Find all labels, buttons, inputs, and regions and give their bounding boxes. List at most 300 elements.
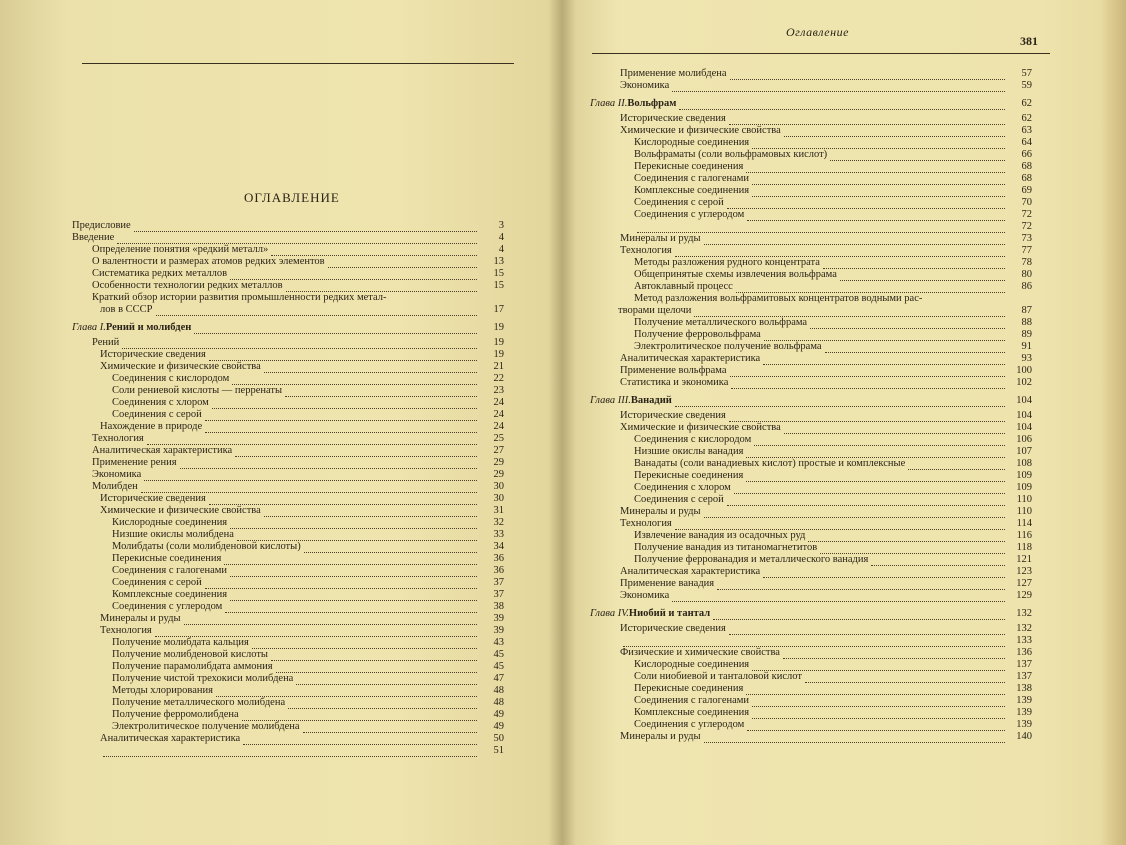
dot-leader [209,495,477,505]
chapter-label: Глава II. [590,98,628,109]
toc-entry [72,220,504,232]
toc-entry-title: Ванадий [630,395,672,406]
toc-entry-title: Исторические сведения [100,493,206,504]
toc-entry-title: Соединения с кислородом [634,434,752,445]
toc-entry-title: Химические и физические свойства [620,125,781,136]
dot-leader [230,519,477,529]
toc-page-ref: 49 [493,709,504,720]
dot-leader [232,375,477,385]
toc-entry-title: Технология [620,245,672,256]
toc-entry [590,647,1032,659]
toc-page-ref: 123 [1016,566,1032,577]
toc-page-ref: 25 [493,433,504,444]
toc-entry [590,80,1032,92]
toc-entry [72,280,504,292]
toc-page-ref: 136 [1016,647,1032,658]
toc-page-ref: 32 [493,517,504,528]
toc-entry [72,433,504,445]
toc-entry-title: Применение рения [92,457,177,468]
toc-entry-title: Экономика [92,469,142,480]
toc-entry [590,671,1032,683]
toc-entry-title: лов в СССР [100,304,153,315]
toc-entry-title: Молибден [92,481,138,492]
toc-entry [590,506,1032,518]
toc-page-ref: 68 [1021,161,1032,172]
toc-entry [590,458,1032,470]
dot-leader [235,447,477,457]
dot-leader [672,82,1005,92]
toc-page-ref: 72 [1021,209,1032,220]
toc-entry-title: Комплексные соединения [634,185,750,196]
toc-page-ref: 104 [1016,395,1032,406]
toc-entry-title: Рений [92,337,120,348]
dot-leader [122,339,477,349]
dot-leader [328,258,477,268]
dot-leader [623,637,1005,647]
dot-leader [808,532,1005,542]
toc-entry [72,733,504,745]
toc-entry-title: Перекисные соединения [634,683,744,694]
toc-entry-title: О валентности и размерах атомов редких элементов [92,256,325,267]
toc-entry-title: Соли ниобиевой и танталовой кислот [634,671,802,682]
dot-leader [840,271,1005,281]
toc-entry-title: Низшие окислы молибдена [112,529,234,540]
dot-leader [713,610,1005,620]
dot-leader [704,235,1006,245]
toc-entry-title: Получение парамолибдата аммония [112,661,273,672]
toc-entry [72,361,504,373]
toc-entry-title: Минералы и руды [620,506,701,517]
toc-entry [72,232,504,244]
toc-page-ref: 129 [1016,590,1032,601]
dot-leader [205,411,477,421]
toc-page-ref: 15 [493,268,504,279]
toc-chapter-entry [590,608,1032,620]
toc-page-ref: 77 [1021,245,1032,256]
toc-entry-title: Применение ванадия [620,578,715,589]
toc-page-ref: 93 [1021,353,1032,364]
toc-entry-title: Аналитическая характеристика [620,566,761,577]
toc-entry-title: Нахождение в природе [100,421,203,432]
dot-leader [205,579,477,589]
dot-leader [763,355,1005,365]
toc-page-ref: 68 [1021,173,1032,184]
toc-page-ref: 110 [1016,494,1032,505]
toc-page-ref: 3 [498,220,504,231]
toc-entry-title: Статистика и экономика [620,377,729,388]
toc-entry [590,518,1032,530]
toc-entry [590,221,1032,233]
toc-page-ref: 127 [1016,578,1032,589]
dot-leader [752,709,1005,719]
toc-page-ref: 57 [1021,68,1032,79]
toc-entry-title: Соединения с углеродом [634,719,745,730]
toc-entry [72,685,504,697]
toc-page-ref: 24 [493,409,504,420]
dot-leader [823,259,1005,269]
dot-leader [286,282,477,292]
header-rule-left [82,63,514,64]
dot-leader [754,436,1005,446]
toc-entry-title: Минералы и руды [620,731,701,742]
dot-leader [704,733,1006,743]
dot-leader [288,699,477,709]
toc-entry-title: Методы хлорирования [112,685,213,696]
dot-leader [820,544,1005,554]
toc-entry-title: Перекисные соединения [112,553,222,564]
toc-entry-title: Методы разложения рудного концентрата [634,257,820,268]
toc-page-ref: 29 [493,469,504,480]
toc-entry [590,707,1032,719]
toc-page-ref: 63 [1021,125,1032,136]
toc-entry-title: Введение [72,232,115,243]
toc-entry [72,292,504,304]
toc-entry-title: творами щелочи [618,305,692,316]
toc-entry [72,517,504,529]
toc-page-ref: 104 [1016,410,1032,421]
toc-entry-title: Кислородные соединения [634,137,750,148]
toc-page-ref: 91 [1021,341,1032,352]
toc-entry [72,256,504,268]
dot-leader [746,472,1005,482]
toc-page-ref: 121 [1016,554,1032,565]
toc-entry [590,695,1032,707]
toc-entry [590,470,1032,482]
toc-page-ref: 87 [1021,305,1032,316]
toc-entry-title: Применение молибдена [620,68,727,79]
toc-entry-title: Технология [100,625,152,636]
toc-entry-title: Экономика [620,590,670,601]
dot-leader [243,735,477,745]
page-edge [1100,0,1126,845]
chapter-label: Глава III. [590,395,631,406]
toc-entry-title: Соединения с углеродом [112,601,223,612]
dot-leader [675,397,1005,407]
toc-page-ref: 116 [1016,530,1032,541]
left-page [0,0,562,845]
toc-entry [590,659,1032,671]
toc-entry [72,421,504,433]
dot-leader [216,687,477,697]
toc-entry [72,577,504,589]
toc-page-ref: 140 [1016,731,1032,742]
toc-list-right [590,68,1032,743]
toc-entry [72,469,504,481]
toc-entry-title: Особенности технологии редких металлов [92,280,283,291]
dot-leader [746,685,1005,695]
toc-page-ref: 109 [1016,470,1032,481]
toc-entry [590,482,1032,494]
toc-entry-title: Соединения с серой [112,409,202,420]
toc-entry [72,493,504,505]
toc-entry [72,244,504,256]
toc-page-ref: 109 [1016,482,1032,493]
dot-leader [747,211,1005,221]
toc-entry-title: Технология [620,518,672,529]
toc-entry [590,578,1032,590]
toc-entry [590,590,1032,602]
toc-entry [590,329,1032,341]
toc-entry-title: Общепринятые схемы извлечения вольфрама [634,269,837,280]
toc-page-ref: 118 [1016,542,1032,553]
dot-leader [752,697,1005,707]
dot-leader [209,351,477,361]
toc-page-ref: 139 [1016,719,1032,730]
toc-entry [590,410,1032,422]
toc-entry [590,233,1032,245]
toc-page-ref: 133 [1016,635,1032,646]
toc-entry [590,125,1032,137]
toc-entry [590,635,1032,647]
toc-entry-title: Кислородные соединения [112,517,228,528]
toc-page-ref: 38 [493,601,504,612]
toc-page-ref: 86 [1021,281,1032,292]
toc-page-ref: 106 [1016,434,1032,445]
toc-entry [590,68,1032,80]
dot-leader [224,555,477,565]
toc-page-ref: 39 [493,613,504,624]
toc-page-ref: 45 [493,661,504,672]
toc-entry-title: Аналитическая характеристика [100,733,241,744]
toc-entry-title: Соединения с серой [112,577,202,588]
toc-entry [590,317,1032,329]
toc-entry [72,349,504,361]
toc-entry-title: Получение металлического вольфрама [634,317,808,328]
toc-entry-title: Соединения с галогенами [112,565,228,576]
toc-entry-title: Соли рениевой кислоты — перренаты [112,385,283,396]
toc-page-ref: 139 [1016,695,1032,706]
toc-entry [72,625,504,637]
dot-leader [746,448,1005,458]
toc-entry-title: Извлечение ванадия из осадочных руд [634,530,806,541]
dot-leader [825,343,1005,353]
toc-page-ref: 48 [493,697,504,708]
dot-leader [675,247,1005,257]
toc-entry-title: Автоклавный процесс [634,281,733,292]
chapter-label: Глава IV. [590,608,629,619]
toc-page-ref: 36 [493,565,504,576]
toc-entry [590,530,1032,542]
toc-entry-title: Метод разложения вольфрамитовых концентратов водными рас- [634,293,923,304]
chapter-label: Глава I. [72,322,106,333]
toc-entry-title: Соединения с галогенами [634,695,750,706]
toc-entry [72,613,504,625]
toc-entry-title: Соединения с серой [634,494,724,505]
toc-entry-title: Рений и молибден [105,322,192,333]
toc-entry [72,589,504,601]
toc-entry [590,623,1032,635]
toc-entry [590,305,1032,317]
toc-entry [590,365,1032,377]
toc-entry [590,341,1032,353]
toc-entry-title: Перекисные соединения [634,470,744,481]
toc-entry [72,397,504,409]
toc-entry [590,245,1032,257]
toc-entry-title: Соединения с хлором [112,397,209,408]
toc-entry [72,697,504,709]
toc-entry-title: Соединения с хлором [634,482,731,493]
toc-page-ref: 100 [1016,365,1032,376]
dot-leader [230,270,477,280]
dot-leader [752,139,1005,149]
toc-page-ref: 49 [493,721,504,732]
toc-page-ref: 19 [493,337,504,348]
toc-entry [72,637,504,649]
dot-leader [184,615,478,625]
toc-page-ref: 138 [1016,683,1032,694]
dot-leader [141,483,477,493]
dot-leader [252,639,477,649]
toc-entry [72,373,504,385]
toc-entry [590,566,1032,578]
toc-entry [590,422,1032,434]
toc-entry [590,257,1032,269]
dot-leader [303,723,477,733]
toc-entry-title: Исторические сведения [620,113,726,124]
toc-page-ref: 21 [493,361,504,372]
toc-page-ref: 114 [1016,518,1032,529]
toc-entry-title: Получение феррованадия и металлического ванадия [634,554,869,565]
toc-page-ref: 66 [1021,149,1032,160]
dot-leader [694,307,1005,317]
dot-leader [730,70,1005,80]
toc-entry [72,721,504,733]
dot-leader [746,163,1005,173]
toc-page-ref: 34 [493,541,504,552]
toc-page-ref: 30 [493,481,504,492]
dot-leader [264,363,477,373]
dot-leader [271,246,477,256]
dot-leader [810,319,1005,329]
toc-entry [72,541,504,553]
dot-leader [908,460,1005,470]
toc-entry [590,269,1032,281]
dot-leader [271,651,477,661]
toc-entry-title: Химические и физические свойства [100,505,261,516]
toc-entry [590,185,1032,197]
toc-page-ref: 4 [498,232,504,243]
toc-entry [72,565,504,577]
dot-leader [805,673,1005,683]
toc-page-ref: 108 [1016,458,1032,469]
toc-entry [72,601,504,613]
toc-page-ref: 19 [493,349,504,360]
dot-leader [764,331,1005,341]
dot-leader [155,627,477,637]
toc-entry [72,709,504,721]
dot-leader [752,661,1005,671]
dot-leader [225,603,477,613]
toc-entry-title: Применение вольфрама [620,365,727,376]
dot-leader [752,175,1005,185]
toc-entry [72,481,504,493]
toc-page-ref: 43 [493,637,504,648]
toc-entry-title: Кислородные соединения [634,659,750,670]
dot-leader [212,399,477,409]
dot-leader [147,435,477,445]
dot-leader [783,649,1005,659]
toc-entry-title: Химические и физические свойства [620,422,781,433]
toc-entry [590,719,1032,731]
dot-leader [736,283,1005,293]
toc-entry-title: Ниобий и тантал [628,608,711,619]
toc-entry-title: Исторические сведения [620,410,726,421]
toc-entry [72,673,504,685]
dot-leader [727,496,1005,506]
toc-page-ref: 15 [493,280,504,291]
toc-page-ref: 62 [1021,98,1032,109]
toc-page-ref: 27 [493,445,504,456]
toc-entry-title: Исторические сведения [100,349,206,360]
toc-page-ref: 13 [493,256,504,267]
toc-page-ref: 22 [493,373,504,384]
toc-page-ref: 110 [1016,506,1032,517]
dot-leader [134,222,477,232]
dot-leader [144,471,477,481]
toc-entry-title: Соединения с кислородом [112,373,230,384]
toc-title: ОГЛАВЛЕНИЕ [244,190,340,205]
toc-entry [590,494,1032,506]
toc-page-ref: 23 [493,385,504,396]
toc-page-ref: 70 [1021,197,1032,208]
toc-entry-title: Получение ферромолибдена [112,709,239,720]
toc-entry [72,745,504,757]
toc-entry [590,173,1032,185]
dot-leader [205,423,477,433]
dot-leader [242,711,477,721]
toc-entry [590,197,1032,209]
toc-entry [72,304,504,316]
toc-entry [590,293,1032,305]
toc-page-ref: 132 [1016,623,1032,634]
toc-entry-title: Получение металлического молибдена [112,697,286,708]
toc-entry-title: Электролитическое получение вольфрама [634,341,822,352]
dot-leader [752,187,1005,197]
toc-page-ref: 47 [493,673,504,684]
toc-entry [590,149,1032,161]
toc-page-ref: 33 [493,529,504,540]
dot-leader [675,520,1005,530]
toc-entry-title: Комплексные соединения [112,589,228,600]
dot-leader [237,531,477,541]
dot-leader [180,459,477,469]
header-rule-right [592,53,1050,54]
toc-entry-title: Комплексные соединения [634,707,750,718]
toc-entry [590,161,1032,173]
toc-entry-title: Предисловие [72,220,131,231]
toc-entry-title: Получение чистой трехокиси молибдена [112,673,294,684]
toc-page-ref: 51 [493,745,504,756]
toc-entry-title: Соединения с углеродом [634,209,745,220]
dot-leader [730,367,1005,377]
toc-page-ref: 19 [493,322,504,333]
toc-entry [590,281,1032,293]
toc-page-ref: 29 [493,457,504,468]
toc-entry-title: Соединения с серой [634,197,724,208]
toc-chapter-entry [590,395,1032,407]
toc-entry-title: Низшие окислы ванадия [634,446,744,457]
toc-entry-title: Аналитическая характеристика [92,445,233,456]
toc-entry [72,505,504,517]
dot-leader [763,568,1005,578]
dot-leader [717,580,1005,590]
toc-entry [72,661,504,673]
toc-entry [590,137,1032,149]
toc-page-ref: 45 [493,649,504,660]
toc-entry [72,445,504,457]
toc-page-ref: 78 [1021,257,1032,268]
dot-leader [276,663,477,673]
